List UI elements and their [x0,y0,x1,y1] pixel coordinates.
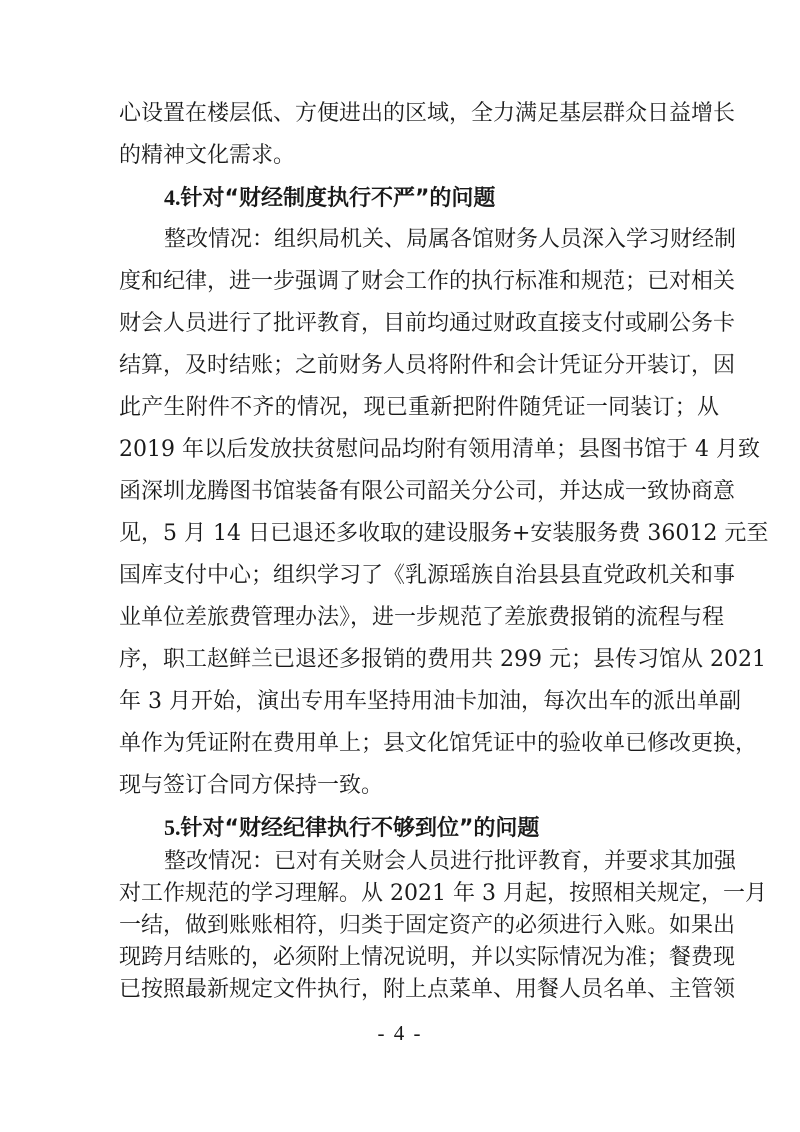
section-4-line: 结算，及时结账；之前财务人员将附件和会计凭证分开装订，因 [119,353,736,378]
section-4-line: 此产生附件不齐的情况，现已重新把附件随凭证一同装订；从 [119,395,719,420]
section-4-line: 函深圳龙腾图书馆装备有限公司韶关分公司，并达成一致协商意 [119,479,736,504]
section-5-line: 已按照最新规定文件执行，附上点菜单、用餐人员名单、主管领 [119,977,736,1002]
body-line: 的精神文化需求。 [119,143,296,168]
page-number: - 4 - [377,1021,423,1045]
section-5-title: 针对“财经纪律执行不够到位”的问题 [180,816,540,841]
section-4-line: 业单位差旅费管理办法》，进一步规范了差旅费报销的流程与程 [119,605,725,630]
section-4-line: 见，5 月 14 日已退还多收取的建设服务+安装服务费 36012 元至 [119,521,769,546]
section-4-line: 年 3 月开始，演出专用车坚持用油卡加油，每次出车的派出单副 [119,689,741,714]
section-4-line: 国库支付中心；组织学习了《乳源瑶族自治县县直党政机关和事 [119,563,736,588]
section-5-line: 整改情况：已对有关财会人员进行批评教育，并要求其加强 [164,849,737,874]
section-4-line: 现与签订合同方保持一致。 [119,773,384,798]
section-4-line: 财会人员进行了批评教育，目前均通过财政直接支付或刷公务卡 [119,311,736,336]
section-4-line: 序，职工赵鲜兰已退还多报销的费用共 299 元；县传习馆从 2021 [119,647,766,672]
section-5-number: 5. [164,815,181,840]
section-5-line: 现跨月结账的，必须附上情况说明，并以实际情况为准；餐费现 [119,945,736,970]
section-4-line: 2019 年以后发放扶贫慰问品均附有领用清单；县图书馆于 4 月致 [119,437,760,462]
section-5-line: 对工作规范的学习理解。从 2021 年 3 月起，按照相关规定，一月 [119,881,767,906]
body-line: 心设置在楼层低、方便进出的区域，全力满足基层群众日益增长 [119,101,736,126]
section-5-heading [164,808,539,848]
section-4-heading [164,178,495,218]
section-4-number: 4. [164,185,181,210]
section-4-title: 针对“财经制度执行不严”的问题 [180,186,496,211]
section-4-line: 度和纪律，进一步强调了财会工作的执行标准和规范；已对相关 [119,269,736,294]
section-4-line: 单作为凭证附在费用单上；县文化馆凭证中的验收单已修改更换， [119,731,758,756]
section-4-line: 整改情况：组织局机关、局属各馆财务人员深入学习财经制 [164,227,737,252]
section-5-line: 一结，做到账账相符，归类于固定资产的必须进行入账。如果出 [119,913,736,938]
